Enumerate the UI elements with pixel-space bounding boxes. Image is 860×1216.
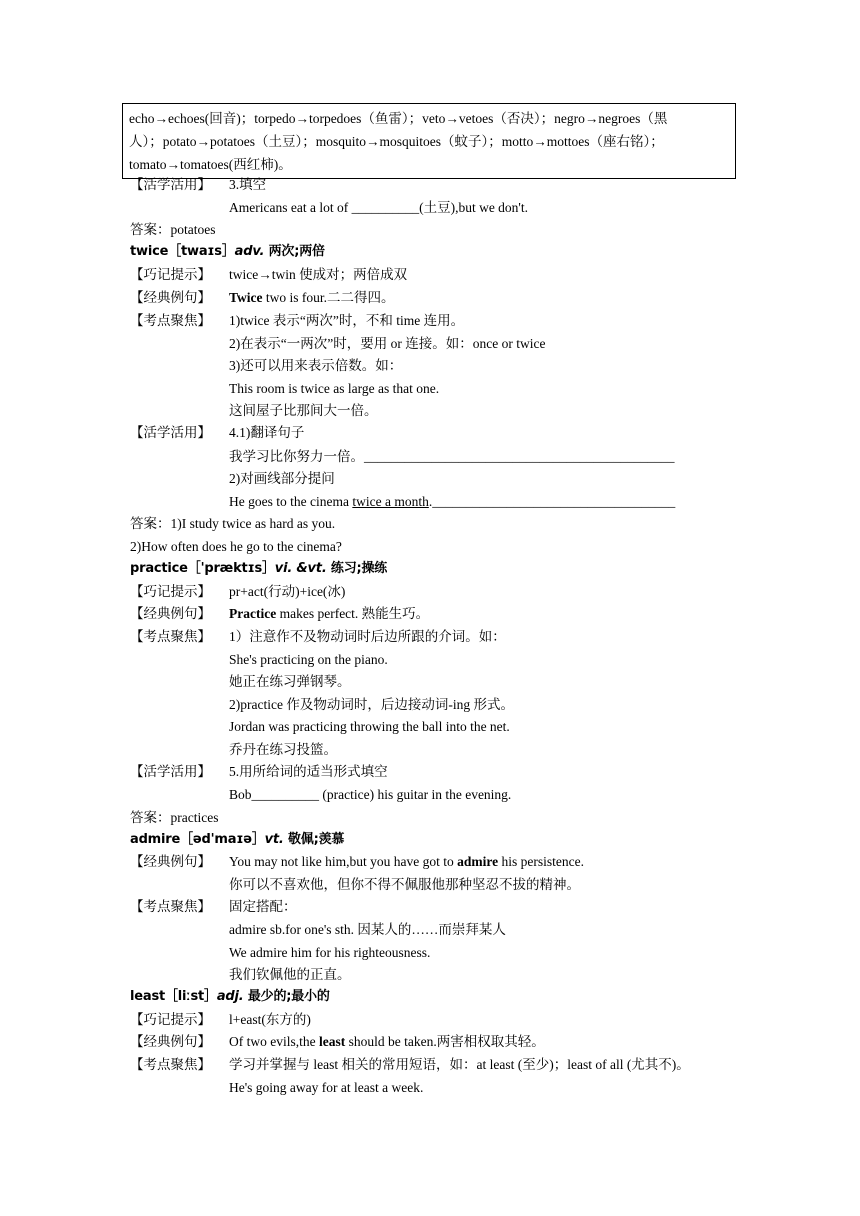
admire-focus-row: 【考点聚焦】 固定搭配： xyxy=(130,899,297,914)
exercise-3-blank: __________ xyxy=(351,200,420,215)
practice-example-row: 【经典例句】 Practice makes perfect. 熟能生巧。 xyxy=(130,606,430,621)
least-focus-line: He's going away for at least a week. xyxy=(229,1080,424,1095)
answer-3: 答案：potatoes xyxy=(130,222,216,237)
practice-memory-row: 【巧记提示】 pr+act(行动)+ice(冰) xyxy=(130,584,346,599)
exercise-5-sentence: Bob__________ (practice) his guitar in the evening. xyxy=(229,787,512,802)
section-tag: 【活学活用】 xyxy=(130,177,211,192)
exercise-4-row: 【活学活用】 4.1)翻译句子 xyxy=(130,425,305,440)
exercise-5-row: 【活学活用】 5.用所给词的适当形式填空 xyxy=(130,764,388,779)
exercise-3-task: 3.填空 xyxy=(229,177,267,192)
answer-4: 答案：1)I study twice as hard as you. xyxy=(130,516,336,531)
practice-focus-line: She's practicing on the piano. xyxy=(229,652,388,667)
least-example-row: 【经典例句】 Of two evils,the least should be taken.两害相权取其轻。 xyxy=(130,1034,545,1049)
twice-focus-line: 这间屋子比那间大一倍。 xyxy=(229,403,378,418)
practice-focus-row: 【考点聚焦】 1）注意作不及物动词时后边所跟的介词。如： xyxy=(130,629,506,644)
twice-focus-line: This room is twice as large as that one. xyxy=(229,381,440,396)
exercise-4-blank-2: ____________________________________ xyxy=(432,494,676,509)
exercise-3-sentence: Americans eat a lot of __________(土豆),but we don't. xyxy=(229,200,528,215)
twice-memory-row: 【巧记提示】 twice→twin 使成对；两倍成双 xyxy=(130,267,408,282)
twice-focus-row: 【考点聚焦】 1)twice 表示“两次”时，不和 time 连用。 xyxy=(130,313,465,328)
headword-admire: admire［əd'maɪə］vt. 敬佩;羡慕 xyxy=(130,832,345,847)
admire-example-cn: 你可以不喜欢他，但你不得不佩服他那种坚忍不拔的精神。 xyxy=(229,877,580,892)
practice-focus-line: 她正在练习弹钢琴。 xyxy=(229,674,351,689)
least-focus-row: 【考点聚焦】 学习并掌握与 least 相关的常用短语，如：at least (至少)；least of all (尤其不)。 xyxy=(130,1057,690,1072)
admire-focus-line: We admire him for his righteousness. xyxy=(229,945,431,960)
exercise-3-row xyxy=(130,174,266,196)
headword-practice: practice［'præktɪs］vi. &vt. 练习;操练 xyxy=(130,561,388,576)
box-line: 人）；potato→potatoes（土豆）；mosquito→mosquitoes（蚊子）；motto→mottoes（座右铭）； xyxy=(129,134,664,149)
headword-least: least［liːst］adj. 最少的;最小的 xyxy=(130,989,330,1004)
admire-example-row: 【经典例句】 You may not like him,but you have got to admire his persistence. xyxy=(130,854,584,869)
exercise-4-translate: 我学习比你努力一倍。______________________________________________ xyxy=(229,449,675,464)
box-line: echo→echoes(回音)；torpedo→torpedoes（鱼雷）；veto→vetoes（否决）；negro→negroes（黑 xyxy=(129,111,668,126)
admire-focus-line: admire sb.for one's sth. 因某人的……而崇拜某人 xyxy=(229,922,506,937)
exercise-4-question-task: 2)对画线部分提问 xyxy=(229,471,335,486)
twice-focus-line: 2)在表示“一两次”时，要用 or 连接。如：once or twice xyxy=(229,336,546,351)
underlined-phrase: twice a month xyxy=(352,494,429,509)
least-memory-row: 【巧记提示】 l+east(东方的) xyxy=(130,1012,311,1027)
exercise-4-question: He goes to the cinema twice a month.____________________________________ xyxy=(229,494,676,509)
headword-twice: twice［twaɪs］adv. 两次;两倍 xyxy=(130,244,325,259)
exercise-4-blank: ______________________________________________ xyxy=(364,449,675,464)
twice-focus-line: 3)还可以用来表示倍数。如： xyxy=(229,358,403,373)
practice-focus-line: 2)practice 作及物动词时，后边接动词-ing 形式。 xyxy=(229,697,514,712)
practice-focus-line: Jordan was practicing throwing the ball into the net. xyxy=(229,719,510,734)
answer-5: 答案：practices xyxy=(130,810,219,825)
box-line: tomato→tomatoes(西红柿)。 xyxy=(129,157,292,172)
answer-4-part2: 2)How often does he go to the cinema? xyxy=(130,539,342,554)
plural-notes-box xyxy=(122,103,736,179)
twice-example-row: 【经典例句】 Twice two is four.二二得四。 xyxy=(130,290,395,305)
practice-focus-line: 乔丹在练习投篮。 xyxy=(229,742,337,757)
admire-focus-line: 我们钦佩他的正直。 xyxy=(229,967,351,982)
